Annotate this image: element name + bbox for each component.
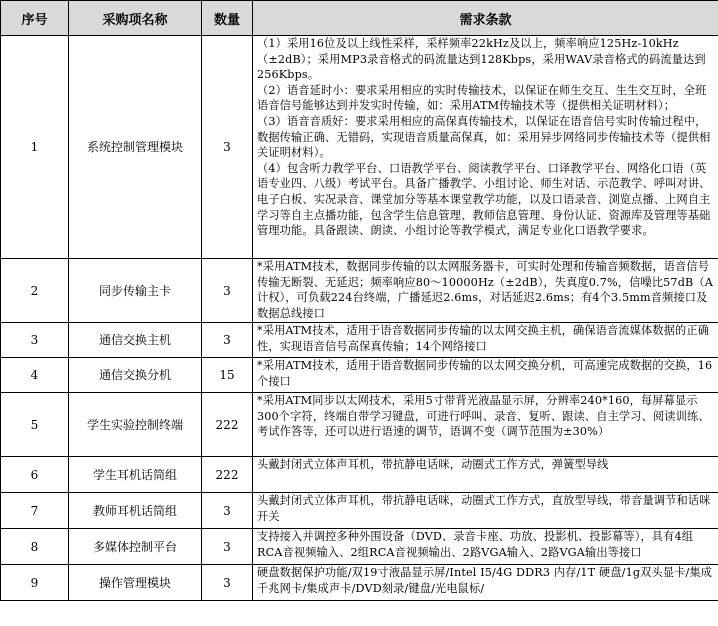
requirement-text: 头戴封闭式立体声耳机，带抗静电话咪，动圈式工作方式，弹簧型导线 <box>257 458 609 471</box>
row-requirements <box>253 323 718 358</box>
table-row <box>1 493 718 529</box>
requirement-text: （3）语音音质好：要求采用相应的高保真传输技术，以保证在语音信号实时传输过程中，数据传输正确、无错码，实现语音质量高保真，如：采用异步网络同步传输技术等（提供相关证明材料）。 <box>257 114 711 160</box>
row-no: 2 <box>1 259 69 323</box>
row-no: 3 <box>1 323 69 358</box>
requirement-text: 硬盘数据保护功能/双19寸液晶显示屏/Intel I5/4G DDR3 内存/1T 硬盘/1g双头显卡/集成千兆网卡/集成声卡/DVD刻录/键盘/光电鼠标/ <box>257 566 713 595</box>
row-no: 8 <box>1 529 69 565</box>
row-no: 6 <box>1 457 69 493</box>
row-qty: 3 <box>202 323 253 358</box>
table-row <box>1 457 718 493</box>
row-requirements <box>253 529 718 565</box>
table-row <box>1 565 718 601</box>
row-no: 5 <box>1 393 69 457</box>
header-name: 采购项名称 <box>69 1 202 36</box>
row-name: 多媒体控制平台 <box>69 529 202 565</box>
row-requirements <box>253 358 718 393</box>
requirement-text: 头戴封闭式立体声耳机，带抗静电话咪，动圈式工作方式，直放型导线，带音量调节和话咪开关 <box>257 494 711 523</box>
requirement-text: 支持接入并调控多种外围设备（DVD、录音卡座、功放、投影机、投影幕等），具有4组RCA音视频输入、2组RCA音视频输出、2路VGA输入、2路VGA输出等接口 <box>257 530 694 559</box>
table-row <box>1 529 718 565</box>
row-name: 教师耳机话筒组 <box>69 493 202 529</box>
header-req: 需求条款 <box>253 1 718 36</box>
requirement-text: （1）采用16位及以上线性采样，采样频率22kHz及以上，频率响应125Hz-10kHz（±2dB）；采用MP3录音格式的码流量达到128Kbps，采用WAV录音格式的码流量达到256Kbps。 <box>257 37 706 82</box>
header-qty: 数量 <box>202 1 253 36</box>
row-qty: 3 <box>202 259 253 323</box>
row-requirements <box>253 393 718 457</box>
header-no: 序号 <box>1 1 69 36</box>
requirement-text: *采用ATM同步以太网技术，采用5寸带背光液晶显示屏，分辨率240*160，每屏幕显示300个字符，终端自带学习键盘，可进行呼叫、录音、复听、跟读、自主学习、阅读训练、考试作答等，还可以进行语速的调节，语调不变（调节范围为±30%） <box>257 394 710 439</box>
row-name: 学生耳机话筒组 <box>69 457 202 493</box>
row-no: 9 <box>1 565 69 601</box>
row-no: 7 <box>1 493 69 529</box>
row-qty: 222 <box>202 457 253 493</box>
row-name: 通信交换分机 <box>69 358 202 393</box>
table-row <box>1 358 718 393</box>
row-no: 4 <box>1 358 69 393</box>
requirement-text: *采用ATM技术，数据同步传输的以太网服务器卡，可实时处理和传输音频数据，语音信号传输无断裂、无延迟；频率响应80～10000Hz（±2dB），失真度0.7%，信噪比57dB（A计权），可负载224台终端，广播延迟2.6ms，对话延迟2.6ms；有4个3.5mm音频接口及数据总线接口 <box>257 260 713 320</box>
row-qty: 15 <box>202 358 253 393</box>
row-requirements <box>253 259 718 323</box>
row-qty: 3 <box>202 36 253 259</box>
table-row <box>1 323 718 358</box>
row-name: 学生实验控制终端 <box>69 393 202 457</box>
row-name: 操作管理模块 <box>69 565 202 601</box>
table-row <box>1 259 718 323</box>
row-qty: 3 <box>202 493 253 529</box>
row-requirements <box>253 36 718 259</box>
row-no: 1 <box>1 36 69 259</box>
table-header-row <box>1 1 718 36</box>
row-name: 系统控制管理模块 <box>69 36 202 259</box>
row-requirements <box>253 493 718 529</box>
row-requirements <box>253 565 718 601</box>
row-qty: 3 <box>202 565 253 601</box>
requirement-text: *采用ATM技术，适用于语音数据同步传输的以太网交换分机，可高速完成数据的交换，16个接口 <box>257 359 713 388</box>
row-requirements <box>253 457 718 493</box>
row-name: 通信交换主机 <box>69 323 202 358</box>
row-qty: 3 <box>202 529 253 565</box>
table-row <box>1 36 718 259</box>
row-name: 同步传输主卡 <box>69 259 202 323</box>
requirement-text: （2）语音延时小：要求采用相应的实时传输技术，以保证在师生交互、生生交互时，全班语音信号能够达到并发实时传输，如：采用ATM传输技术等（提供相关证明材料）； <box>257 83 707 113</box>
requirement-text: *采用ATM技术，适用于语音数据同步传输的以太网交换主机，确保语音流媒体数据的正确性，实现语音信号高保真传输；14个网络接口 <box>257 324 710 353</box>
row-qty: 222 <box>202 393 253 457</box>
requirement-text: （4）包含听力教学平台、口语教学平台、阅读教学平台、口译教学平台、网络化口语（英语专业四、八级）考试平台。具备广播教学、小组讨论、师生对话、示范教学、呼叫对讲、电子白板、实况录音、课堂加分等基本课堂教学功能，以及口语录音、浏览点播、上网自主学习等自主点播功能，包含学生信息管理、教师信息管理、身份认证、资源库及管理等基础管理功能。具备跟读、朗读、小组讨论等教学模式，满足专业化口语教学要求。 <box>257 161 711 238</box>
table-row <box>1 393 718 457</box>
